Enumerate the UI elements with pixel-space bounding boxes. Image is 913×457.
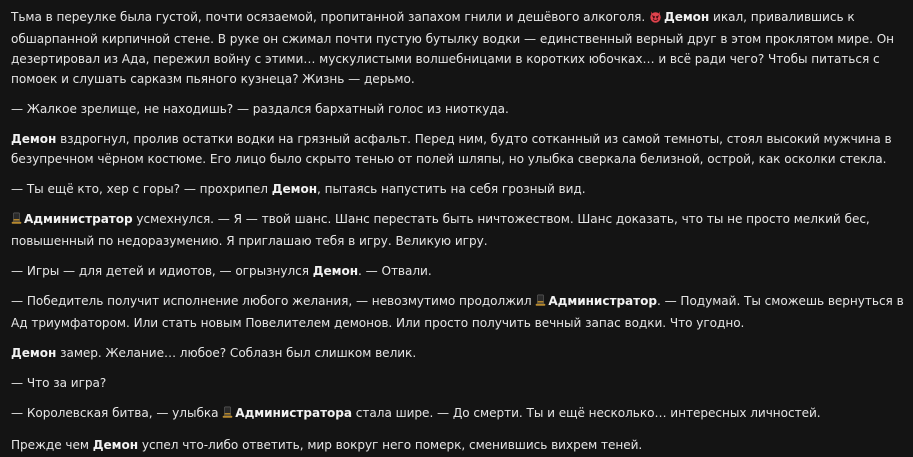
story-paragraph <box>11 291 905 333</box>
story-text: , пытаясь напустить на себя грозный вид. <box>317 182 586 196</box>
story-text: — Игры — для детей и идиотов, — огрызнулся <box>11 264 313 278</box>
story-text: усмехнулся. — Я — твой шанс. Шанс перестать быть ничтожеством. Шанс доказать, что ты не просто мелкий бес, повышенный по недоразумению. Я приглашаю тебя в игру. Великую игру. <box>11 212 870 248</box>
story-text: Тьма в переулке была густой, почти осязаемой, пропитанной запахом гнили и дешёвого алкоголя. <box>11 10 649 24</box>
story-text: — Ты ещё кто, хер с горы? — прохрипел <box>11 182 272 196</box>
story-text: — Королевская битва, — улыбка <box>11 406 223 420</box>
story-paragraph <box>11 343 905 363</box>
devil-face-icon <box>649 9 662 29</box>
character-name: Демон <box>11 132 57 146</box>
story-paragraph <box>11 209 905 251</box>
character-name: Демон <box>663 10 710 24</box>
story-text: — Что за игра? <box>11 376 107 390</box>
story-text: стала шире. — До смерти. Ты и ещё несколько… интересных личностей. <box>352 406 821 420</box>
story-text: успел что-либо ответить, мир вокруг него померк, сменившись вихрем теней. <box>138 438 643 452</box>
story-paragraph <box>11 261 905 281</box>
character-name: Демон <box>92 438 139 452</box>
character-name: Администратор <box>24 212 133 226</box>
story-text: . — Отвали. <box>358 264 432 278</box>
story-text: Прежде чем <box>11 438 93 452</box>
story-paragraph <box>11 129 905 169</box>
top-hat-icon <box>535 293 546 313</box>
story-paragraph <box>11 99 905 119</box>
story-text: . — Подумай. Ты сможешь вернуться в Ад триумфатором. Или стать новым Повелителем демонов. Или просто получить вечный запас водки. Что угодно. <box>11 294 904 330</box>
story-paragraph <box>11 403 905 425</box>
top-hat-icon <box>222 405 233 425</box>
story-paragraph <box>11 435 905 455</box>
story-text: вздрогнул, пролив остатки водки на грязный асфальт. Перед ним, будто сотканный из самой темноты, стоял высокий мужчина в безупречном чёрном костюме. Его лицо было скрыто тенью от полей шляпы, но улыбка сверкала белизной, острой, как осколки стекла. <box>11 132 892 166</box>
character-name: Демон <box>11 346 57 360</box>
character-name: Администратор <box>548 294 657 308</box>
story-text: икал, привалившись к обшарпанной кирпичной стене. В руке он сжимал почти пустую бутылку водки — единственный верный друг в этом проклятом мире. Он дезертировал из Ада, пережил войну с этими… мускулистыми волшебницами в коротких юбочках… и всё ради чего? Чтобы питаться с помоек и слушать сарказм пьяного кузнеца? Жизнь — дерьмо. <box>11 10 895 86</box>
story-paragraph <box>11 373 905 393</box>
story-paragraph <box>11 179 905 199</box>
story-paragraph <box>11 7 905 89</box>
top-hat-icon <box>11 211 22 231</box>
story-text: — Жалкое зрелище, не находишь? — раздался бархатный голос из ниоткуда. <box>11 102 509 116</box>
character-name: Администратора <box>235 406 353 420</box>
story-text: — Победитель получит исполнение любого желания, — невозмутимо продолжил <box>11 294 536 308</box>
story-text: замер. Желание… любое? Соблазн был слишком велик. <box>56 346 417 360</box>
character-name: Демон <box>312 264 359 278</box>
character-name: Демон <box>271 182 318 196</box>
